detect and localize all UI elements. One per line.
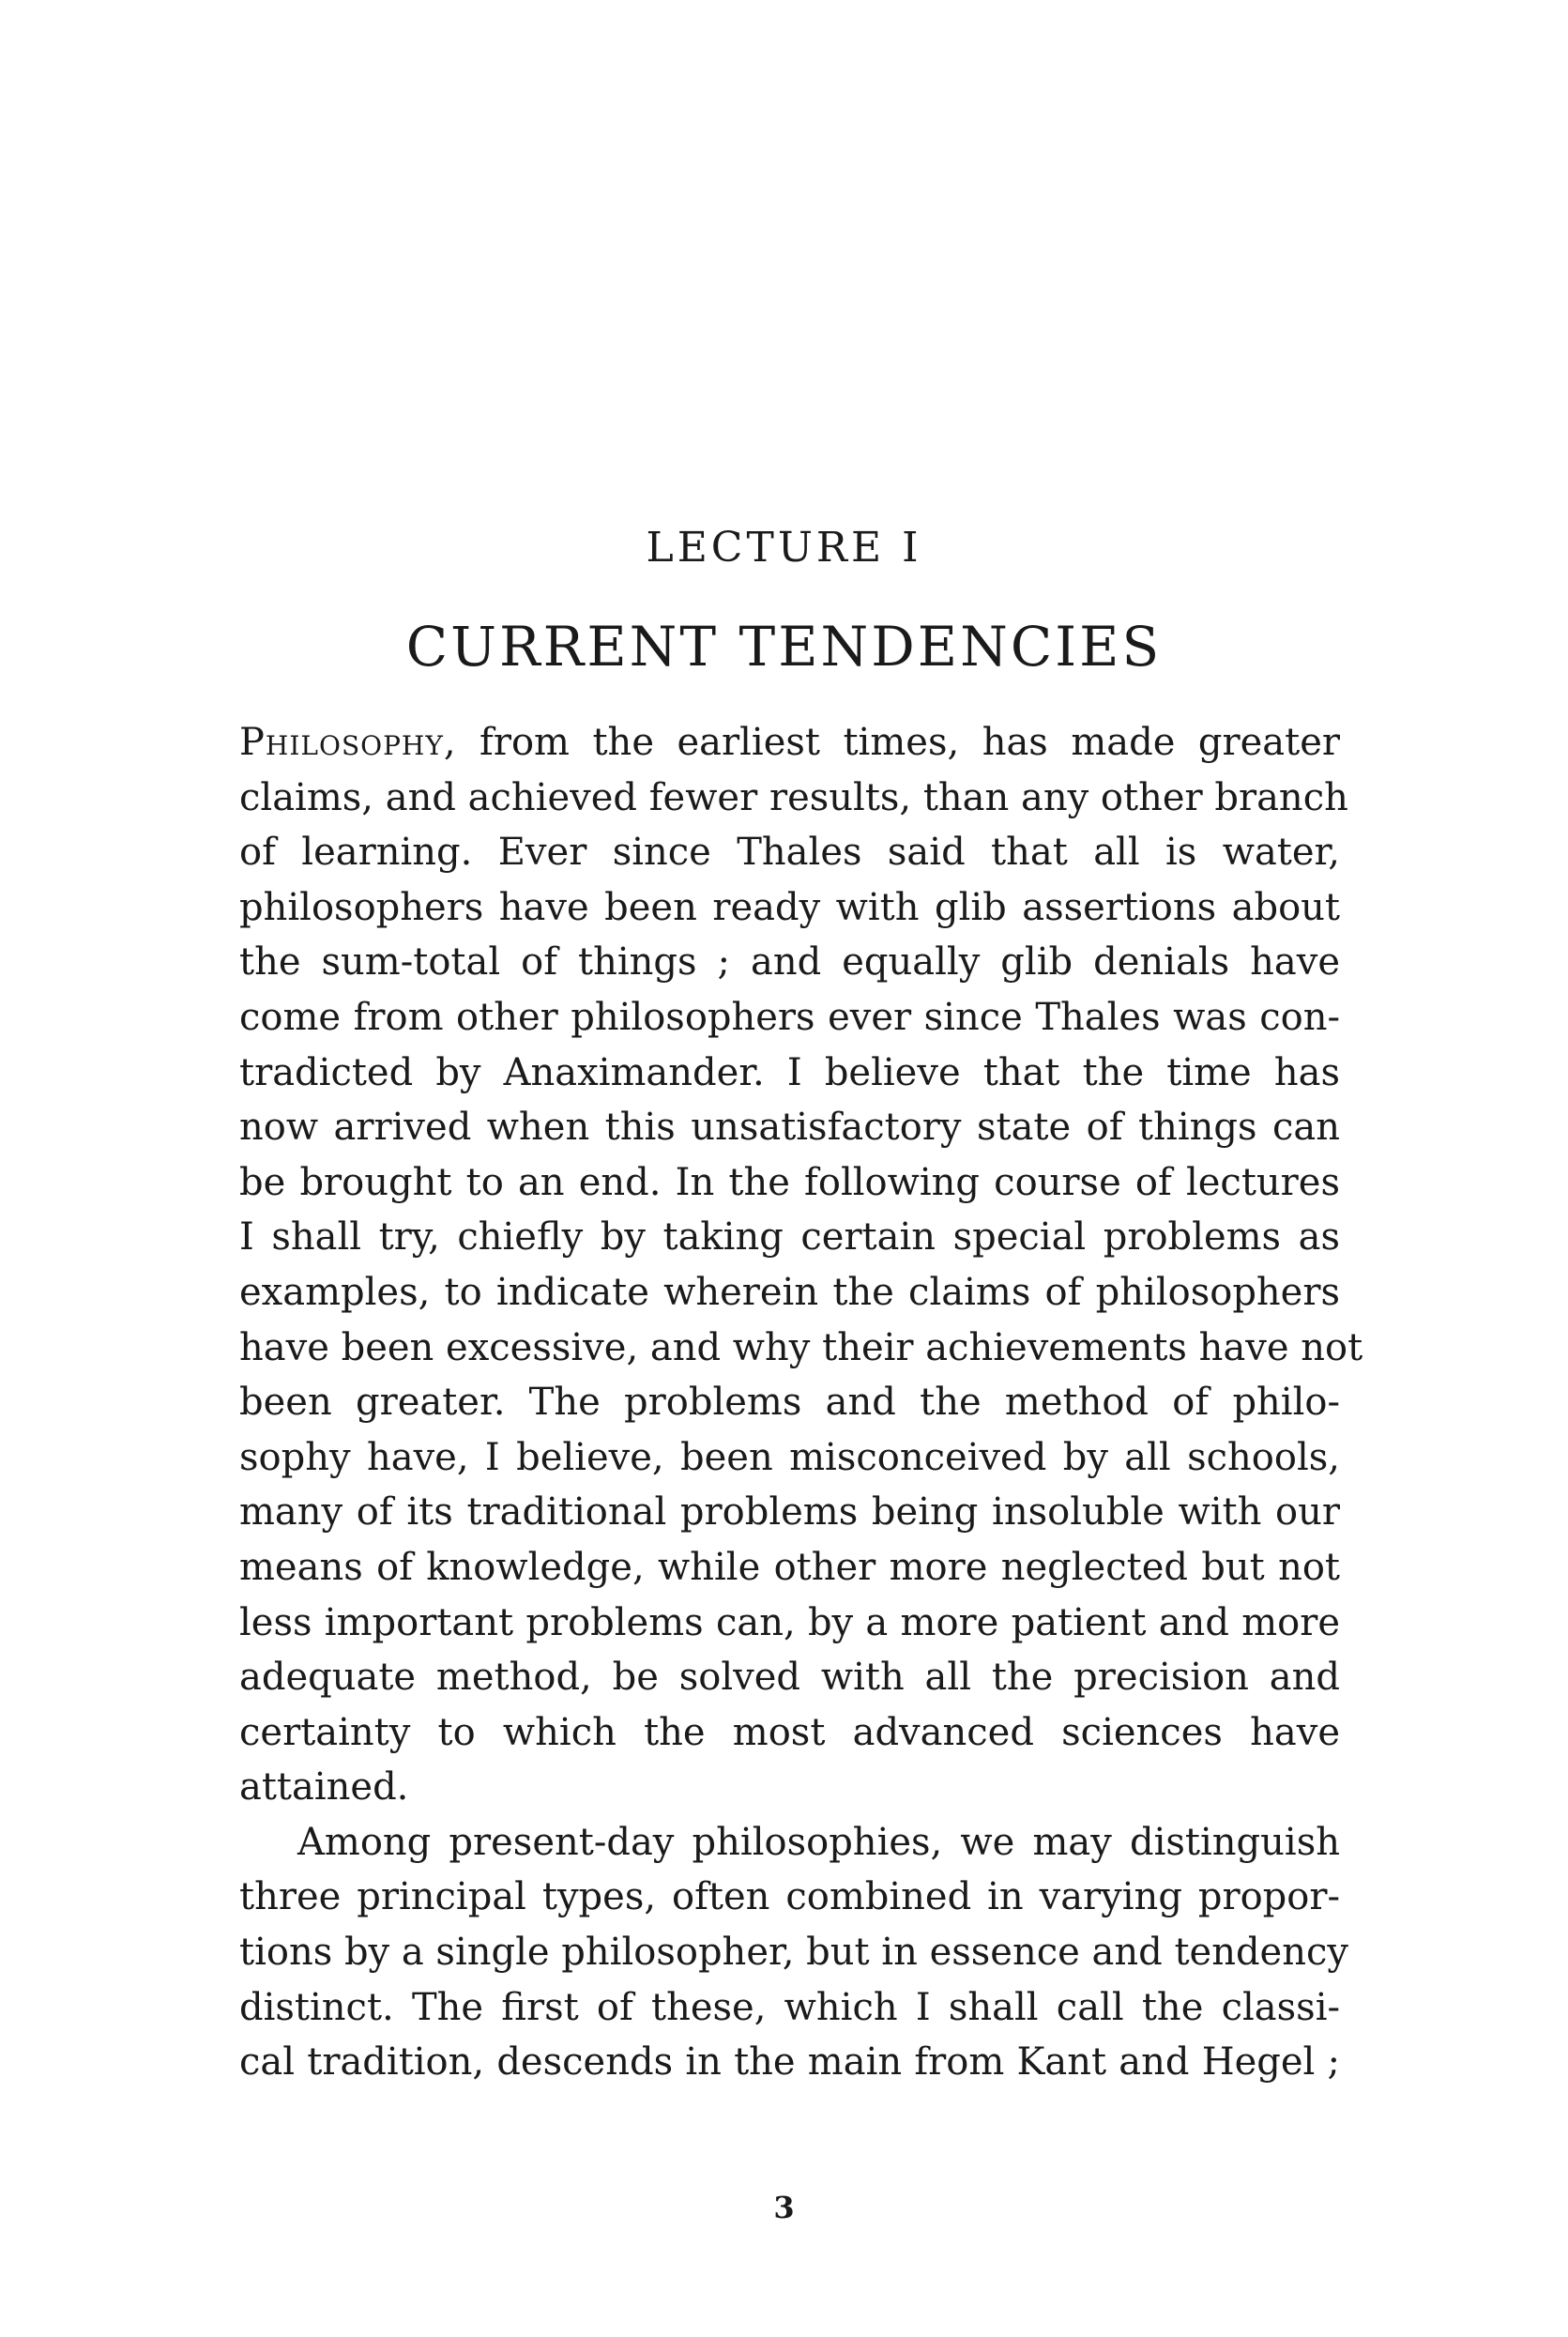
text-line: claims, and achieved fewer results, than any other branch	[239, 775, 1348, 819]
text-line: adequate method, be solved with all the precision and	[239, 1656, 1340, 1700]
paragraph-2	[239, 1815, 1348, 2090]
text-line: distinct. The first of these, which I shall call the classi-	[239, 1985, 1340, 2029]
text-line: means of knowledge, while other more neglected but not	[239, 1545, 1340, 1589]
text-line: many of its traditional problems being insoluble with our	[239, 1490, 1340, 1535]
text-line: less important problems can, by a more patient and more	[239, 1600, 1340, 1644]
page-number: 3	[773, 2190, 795, 2225]
text-line: the sum-total of things ; and equally glib denials have	[239, 940, 1340, 985]
text-line: come from other philosophers ever since Thales was con-	[239, 995, 1340, 1039]
text-line: been greater. The problems and the method of philo-	[239, 1381, 1340, 1425]
chapter-title: CURRENT TENDENCIES	[405, 615, 1163, 679]
text-line: sophy have, I believe, been misconceived by all schools,	[239, 1435, 1340, 1479]
text-line: three principal types, often combined in varying propor-	[239, 1875, 1340, 1919]
text-line: of learning. Ever since Thales said that all is water,	[239, 831, 1340, 875]
lead-word: Philosophy,	[239, 721, 457, 764]
text-line: Philosophy, from the earliest times, has made greater	[239, 721, 1340, 764]
text-line: be brought to an end. In the following course of lectures	[239, 1160, 1340, 1204]
paragraph-1	[239, 715, 1363, 1815]
text-line: cal tradition, descends in the main from Kant and Hegel ;	[239, 2040, 1340, 2085]
text-line: tradicted by Anaximander. I believe that the time has	[239, 1050, 1340, 1094]
text-line: have been excessive, and why their achievements have not	[239, 1325, 1363, 1369]
text-line: examples, to indicate wherein the claims of philosophers	[239, 1270, 1340, 1314]
text-line: I shall try, chiefly by taking certain special problems as	[239, 1215, 1340, 1260]
text-line: now arrived when this unsatisfactory state of things can	[239, 1106, 1340, 1150]
text-line: certainty to which the most advanced sciences have	[239, 1710, 1340, 1754]
text-line: attained.	[239, 1765, 409, 1810]
body-text	[239, 715, 1363, 2090]
text-line: philosophers have been ready with glib assertions about	[239, 885, 1340, 929]
text-line: tions by a single philosopher, but in essence and tendency	[239, 1931, 1348, 1975]
text-line: Among present-day philosophies, we may distinguish	[297, 1820, 1340, 1864]
lecture-label: LECTURE I	[646, 524, 922, 572]
